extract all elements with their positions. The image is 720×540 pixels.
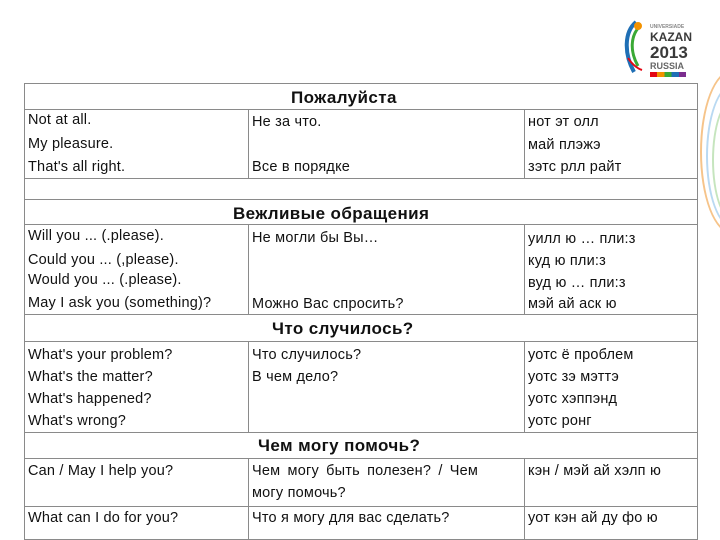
logo-line1: UNIVERSIADE <box>650 24 685 30</box>
section-heading-how-can-i-help: Чем могу помочь? <box>258 436 421 455</box>
transcription: мэй ай аск ю <box>528 296 617 312</box>
logo-line2: KAZAN <box>650 30 692 44</box>
transcription: нот эт олл <box>528 114 599 130</box>
transcription: вуд ю … пли:з <box>528 275 626 291</box>
english-phrase: Could you ... (,please). <box>28 252 179 268</box>
transcription: уотс ронг <box>528 413 592 429</box>
english-phrase: That's all right. <box>28 159 126 175</box>
transcription: уот кэн ай ду фо ю <box>528 510 658 526</box>
logo-line4: RUSSIA <box>650 61 685 71</box>
english-phrase: What's happened? <box>28 391 152 407</box>
english-phrase: What can I do for you? <box>28 510 179 526</box>
transcription: уотс зэ мэттэ <box>528 369 619 385</box>
english-phrase: My pleasure. <box>28 136 114 152</box>
english-phrase: Not at all. <box>28 112 92 128</box>
english-phrase: What's your problem? <box>28 347 173 363</box>
universiade-logo <box>620 14 700 82</box>
logo-emblem-icon <box>620 18 648 78</box>
transcription: май плэжэ <box>528 137 601 153</box>
english-phrase: Can / May I help you? <box>28 463 174 479</box>
russian-phrase: В чем дело? <box>252 369 339 385</box>
russian-phrase: Можно Вас спросить? <box>252 296 404 312</box>
english-phrase: May I ask you (something)? <box>28 295 212 311</box>
russian-phrase: Что я могу для вас сделать? <box>252 510 450 526</box>
english-phrase: Will you ... (.please). <box>28 228 164 244</box>
section-heading-what-happened: Что случилось? <box>272 319 414 338</box>
russian-phrase-continued: могу помочь? <box>252 485 346 501</box>
transcription: зэтс рлл райт <box>528 159 622 175</box>
russian-phrase: Что случилось? <box>252 347 362 363</box>
transcription: куд ю пли:з <box>528 253 606 269</box>
english-phrase: What's the matter? <box>28 369 153 385</box>
logo-color-strip <box>650 72 686 77</box>
section-heading-polite-requests: Вежливые обращения <box>233 204 430 223</box>
transcription: уилл ю … пли:з <box>528 231 636 247</box>
transcription: кэн / мэй ай хэлп ю <box>528 463 662 479</box>
transcription: уотс ё проблем <box>528 347 634 363</box>
russian-phrase: Не за что. <box>252 114 322 130</box>
english-phrase: What's wrong? <box>28 413 127 429</box>
russian-phrase: Все в порядке <box>252 159 351 175</box>
russian-phrase: Не могли бы Вы… <box>252 230 379 246</box>
english-phrase: Would you ... (.please). <box>28 272 182 288</box>
logo-line3: 2013 <box>650 43 688 62</box>
transcription: уотс хэппэнд <box>528 391 618 407</box>
russian-phrase: Чем могу быть полезен? / Чем <box>252 463 479 479</box>
section-heading-please: Пожалуйста <box>291 88 397 107</box>
